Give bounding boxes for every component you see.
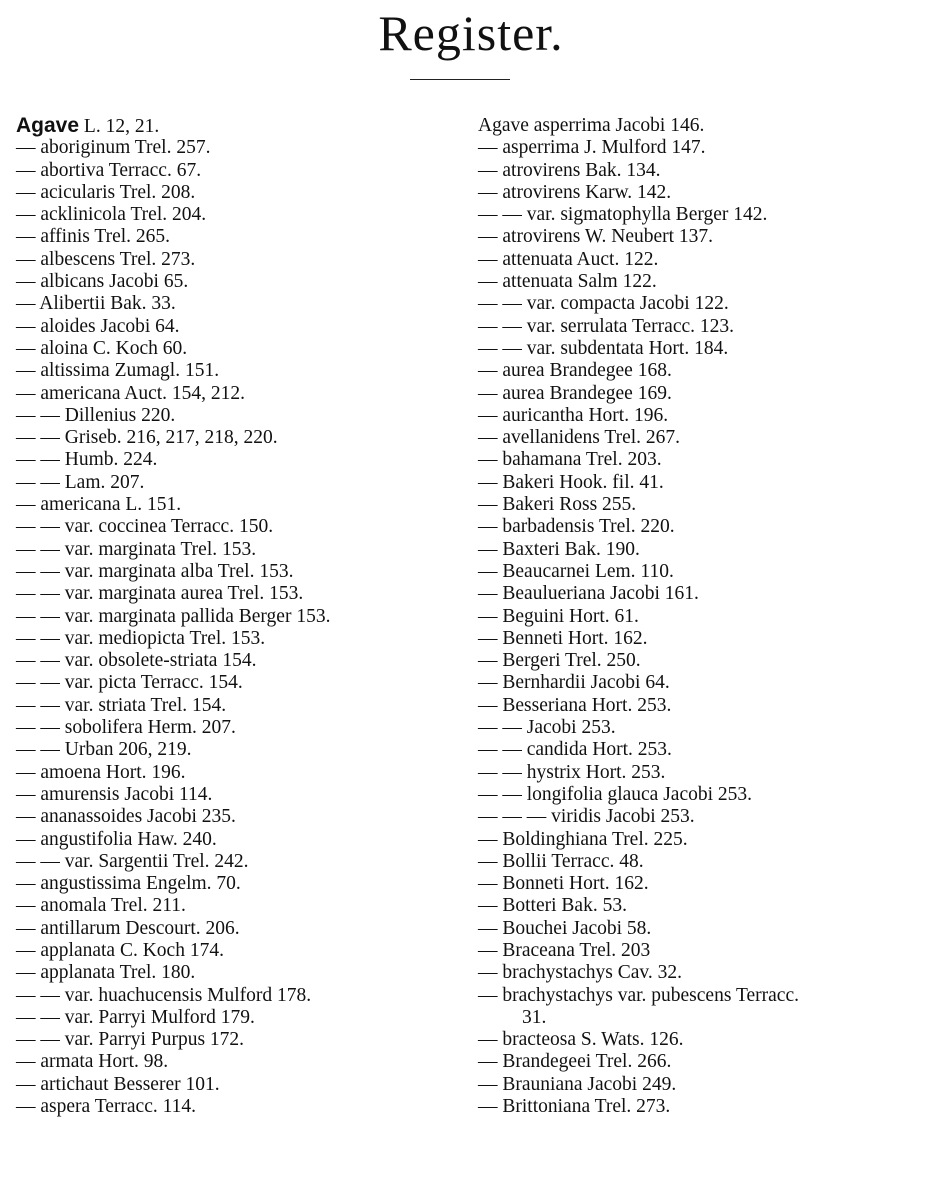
index-entry: — — var. huachucensis Mulford 178.: [16, 984, 312, 1006]
index-entry: — — Dillenius 220.: [16, 404, 176, 426]
index-entry: — bahamana Trel. 203.: [478, 449, 662, 471]
index-entry: — amurensis Jacobi 114.: [16, 783, 213, 805]
index-entry: — — hystrix Hort. 253.: [478, 761, 666, 783]
index-entry: — americana Auct. 154, 212.: [16, 382, 246, 404]
index-entry: — — var. Parryi Purpus 172.: [16, 1029, 245, 1051]
index-entry: — — var. marginata alba Trel. 153.: [16, 560, 294, 582]
index-entry: — — var. marginata Trel. 153.: [16, 538, 257, 560]
index-entry: — — var. mediopicta Trel. 153.: [16, 627, 266, 649]
index-entry: — albicans Jacobi 65.: [16, 271, 189, 293]
index-entry: — atrovirens W. Neubert 137.: [478, 226, 714, 248]
index-entry: — bracteosa S. Wats. 126.: [478, 1029, 684, 1051]
index-entry: — ananassoides Jacobi 235.: [16, 806, 236, 828]
index-entry: — atrovirens Karw. 142.: [478, 181, 672, 203]
index-entry: — — Lam. 207.: [16, 471, 145, 493]
index-entry: Agave asperrima Jacobi 146.: [478, 115, 705, 136]
index-entry: — brachystachys var. pubescens Terracc.: [478, 984, 799, 1006]
index-entry: — Bakeri Hook. fil. 41.: [478, 471, 664, 493]
index-entry: — — var. coccinea Terracc. 150.: [16, 516, 274, 538]
index-entry: — — — viridis Jacobi 253.: [478, 806, 695, 828]
index-entry: — albescens Trel. 273.: [16, 248, 196, 270]
index-entry: — applanata Trel. 180.: [16, 962, 196, 984]
index-entry: — attenuata Auct. 122.: [478, 248, 659, 270]
index-entry: — — var. marginata aurea Trel. 153.: [16, 583, 304, 605]
index-entry: — altissima Zumagl. 151.: [16, 360, 220, 382]
index-entry: — Besseriana Hort. 253.: [478, 694, 672, 716]
index-entry: — Bakeri Ross 255.: [478, 494, 637, 516]
index-entry: — Bernhardii Jacobi 64.: [478, 672, 670, 694]
index-entry: — Beaucarnei Lem. 110.: [478, 560, 674, 582]
index-entry: 31.: [522, 1006, 547, 1028]
index-entry: — aurea Brandegee 168.: [478, 360, 672, 382]
index-entry: — Brandegeei Trel. 266.: [478, 1051, 672, 1073]
index-entry: — Brauniana Jacobi 249.: [478, 1073, 677, 1095]
index-entry: — — Griseb. 216, 217, 218, 220.: [16, 427, 278, 449]
index-column-left: [16, 115, 471, 1118]
index-entry: Agave L. 12, 21.: [16, 114, 160, 137]
index-entry: — acklinicola Trel. 204.: [16, 204, 207, 226]
index-entry: — Benneti Hort. 162.: [478, 627, 648, 649]
index-entry: — abortiva Terracc. 67.: [16, 159, 202, 181]
index-entry: — — var. picta Terracc. 154.: [16, 672, 243, 694]
index-entry: — applanata C. Koch 174.: [16, 939, 224, 961]
index-entry: — angustifolia Haw. 240.: [16, 828, 217, 850]
index-entry: — — Jacobi 253.: [478, 717, 616, 739]
index-entry: — Bergeri Trel. 250.: [478, 650, 641, 672]
index-column-right: [478, 115, 928, 1118]
index-entry: — — var. marginata pallida Berger 153.: [16, 605, 331, 627]
index-entry: — avellanidens Trel. 267.: [478, 427, 681, 449]
index-entry: — attenuata Salm 122.: [478, 271, 657, 293]
index-entry: — — var. subdentata Hort. 184.: [478, 337, 729, 359]
index-entry: — Bouchei Jacobi 58.: [478, 917, 652, 939]
title-divider: [410, 79, 510, 80]
index-entry: — — var. obsolete-striata 154.: [16, 650, 257, 672]
index-entry: — artichaut Besserer 101.: [16, 1073, 220, 1095]
index-entry: — brachystachys Cav. 32.: [478, 962, 682, 984]
index-entry: — auricantha Hort. 196.: [478, 404, 669, 426]
page-title: Register.: [378, 5, 564, 61]
index-entry: — affinis Trel. 265.: [16, 226, 171, 248]
index-entry: — — var. compacta Jacobi 122.: [478, 293, 729, 315]
index-entry: — anomala Trel. 211.: [16, 895, 186, 917]
index-entry: — angustissima Engelm. 70.: [16, 873, 241, 895]
index-entry: — — var. Parryi Mulford 179.: [16, 1006, 255, 1028]
index-entry: — Beaulueriana Jacobi 161.: [478, 583, 699, 605]
index-entry: — — longifolia glauca Jacobi 253.: [478, 783, 753, 805]
index-entry: — asperrima J. Mulford 147.: [478, 137, 706, 159]
index-entry: — aurea Brandegee 169.: [478, 382, 672, 404]
index-entry: — barbadensis Trel. 220.: [478, 516, 675, 538]
index-entry: — Beguini Hort. 61.: [478, 605, 639, 627]
index-entry: — antillarum Descourt. 206.: [16, 917, 240, 939]
index-entry: — Alibertii Bak. 33.: [16, 293, 176, 315]
index-entry: — Bollii Terracc. 48.: [478, 850, 644, 872]
index-entry: — — var. serrulata Terracc. 123.: [478, 315, 735, 337]
index-entry: — amoena Hort. 196.: [16, 761, 186, 783]
index-entry: — acicularis Trel. 208.: [16, 181, 196, 203]
index-entry: — — candida Hort. 253.: [478, 739, 672, 761]
index-entry: — Baxteri Bak. 190.: [478, 538, 640, 560]
index-entry: — Botteri Bak. 53.: [478, 895, 627, 917]
index-entry: — americana L. 151.: [16, 494, 182, 516]
index-entry: — Braceana Trel. 203: [478, 939, 651, 961]
index-entry: — aloina C. Koch 60.: [16, 337, 188, 359]
index-entry: — armata Hort. 98.: [16, 1051, 169, 1073]
index-entry: — aspera Terracc. 114.: [16, 1096, 197, 1118]
index-entry: — aboriginum Trel. 257.: [16, 137, 211, 159]
index-entry: — — Urban 206, 219.: [16, 739, 192, 761]
index-entry: — — var. sigmatophylla Berger 142.: [478, 204, 768, 226]
index-entry: — atrovirens Bak. 134.: [478, 159, 661, 181]
index-entry: — Brittoniana Trel. 273.: [478, 1096, 671, 1118]
index-entry: — — Humb. 224.: [16, 449, 158, 471]
index-entry: — aloides Jacobi 64.: [16, 315, 180, 337]
index-entry: — Bonneti Hort. 162.: [478, 873, 649, 895]
index-entry: — — var. Sargentii Trel. 242.: [16, 850, 249, 872]
index-entry: — — var. striata Trel. 154.: [16, 694, 227, 716]
index-entry: — — sobolifera Herm. 207.: [16, 717, 236, 739]
index-entry: — Boldinghiana Trel. 225.: [478, 828, 688, 850]
